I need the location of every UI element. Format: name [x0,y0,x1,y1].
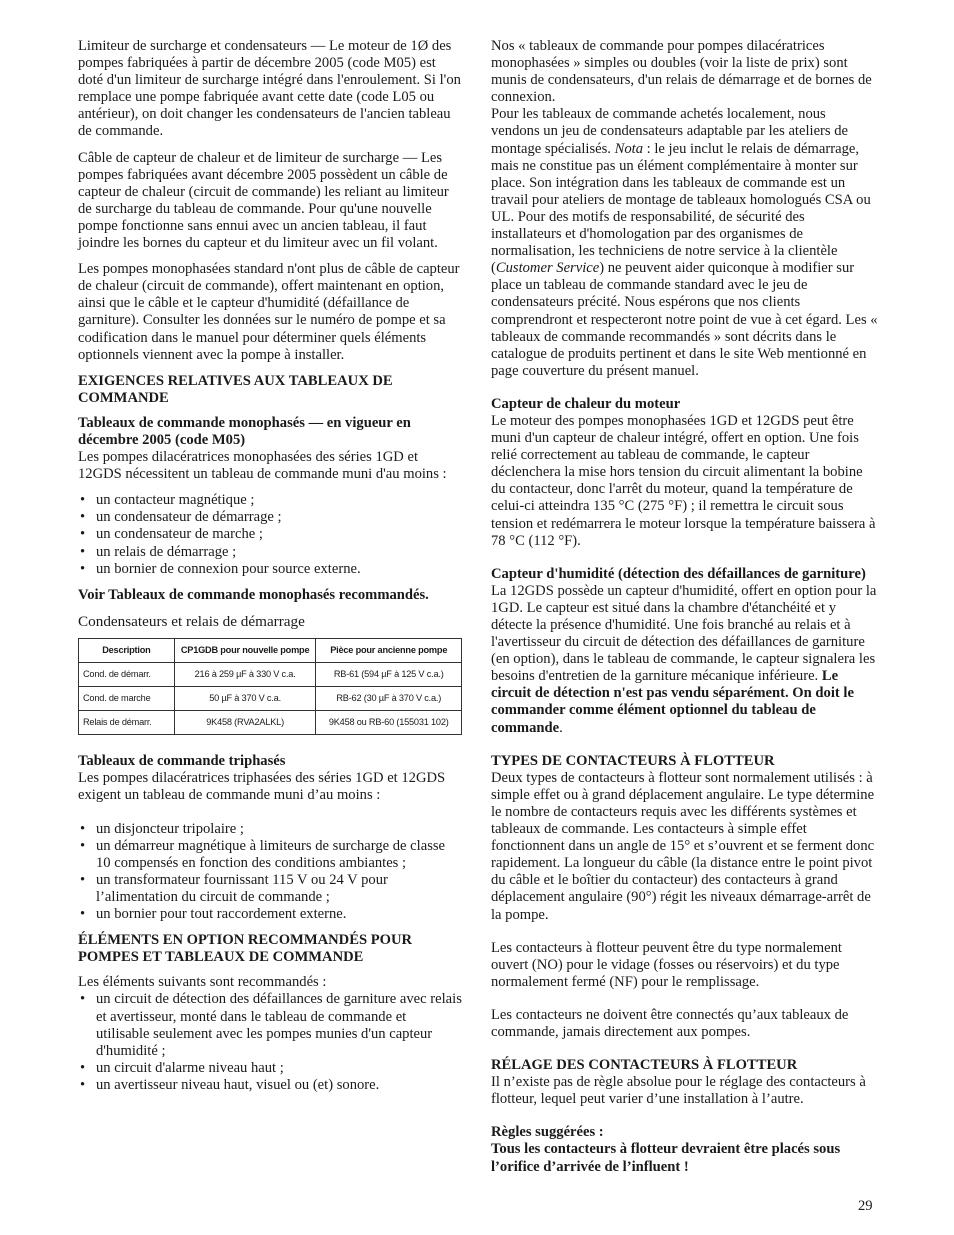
paragraph-capacitor-kit: Pour les tableaux de commande achetés localement, nous vendons un jeu de condensateurs adaptable par les ateliers de montage spécialisés. Nota : le jeu inclut le relais de démarrage, mais ne constitue pas un élément complémentaire à monter sur place. Son intégration dans les tableaux de commande est un travail pour ateliers de montage de tableaux homologués CSA ou UL. Pour des motifs de responsabilité, de sécurité des installateurs et d'homologation par des organismes de normalisation, les techniciens de notre service à la clientèle (Customer Service) ne peuvent aider quiconque à modifier sur place un tableau de commande standard avec le jeu de condensateurs précité. Nous espérons que nos clients comprendront et respecteront notre point de vue à cet égard. Les « tableaux de commande recommandés » sont décrits dans le catalogue de produits pertinent et dans le site Web mentionné en page couverture du présent manuel. [491,106,878,379]
capacitors-table [78,638,462,735]
paragraph-float-adjustment: Il n’existe pas de règle absolue pour le réglage des contacteurs à flotteur, lequel peut varier d’une installation à l’autre. [491,1074,866,1108]
paragraph-suggested-rule: Tous les contacteurs à flotteur devraient être placés sous l’orifice d’arrivée de l’influent ! [491,1141,841,1175]
paragraph-heat-sensor: Le moteur des pompes monophasées 1GD et 12GDS peut être muni d'un capteur de chaleur intégré, offert en option. Une fois relié correctement au tableau de commande, le capteur déclenchera la mise hors tension du circuit alimentant la bobine du contacteur, donc l'arrêt du moteur, quand la température de celui-ci atteindra 135 °C (275 °F) ; il remettra le circuit sous tension et redémarrera le moteur lorsque la température baissera à 78 °C (112 °F). [491,412,876,549]
list-item: • un condensateur de démarrage ; [78,509,462,526]
left-column [78,38,462,1103]
heading-single-phase-panels: Tableaux de commande monophasés — en vigueur en décembre 2005 (code M05) [78,414,411,448]
list-item: • un relais de démarrage ; [78,544,462,561]
heading-control-panel-requirements: EXIGENCES RELATIVES AUX TABLEAUX DE COMMANDE [78,372,393,406]
list-item: • un contacteur magnétique ; [78,492,462,509]
heading-capacitors-relays: Condensateurs et relais de démarrage [78,612,305,630]
paragraph-single-phase-intro: Les pompes dilacératrices monophasées des séries 1GD et 12GDS nécessitent un tableau de commande muni d'au moins : [78,449,447,483]
list-item: • un démarreur magnétique à limiteurs de surcharge de classe 10 compensés en fonction des conditions ambiantes ; [78,838,462,872]
paragraph-moisture-sensor: La 12GDS possède un capteur d'humidité, offert en option pour la 1GD. Le capteur est situé dans la chambre d'étanchéité et y détecte la présence d'humidité. Une fois branché au relais et à l'avertisseur du circuit de détection des défaillances de garniture (en option), dans le tableau de commande, le capteur signalera les besoins d'entretien de la garniture mécanique inférieure. Le circuit de détection n'est pas vendu séparément. On doit le commander comme élément optionnel du tableau de commande. [491,582,877,736]
paragraph-heat-sensor-cable: Câble de capteur de chaleur et de limiteur de surcharge — Les pompes fabriquées avant décembre 2005 possèdent un câble de capteur de chaleur (circuit de commande) les reliant au limiteur de surcharge du tableau de commande. Pour qu'une nouvelle pompe fonctionne sans ennui avec un ancien tableau, il faut joindre les bornes du capteur et du limiteur avec un fil volant. [78,149,449,252]
paragraph-recommended-intro: Les éléments suivants sont recommandés : [78,974,327,991]
heading-optional-elements: ÉLÉMENTS EN OPTION RECOMMANDÉS POUR POMPES ET TABLEAUX DE COMMANDE [78,932,413,966]
heading-float-switch-types: TYPES DE CONTACTEURS À FLOTTEUR [491,752,775,769]
list-optional-elements [78,991,462,1094]
paragraph-float-types: Deux types de contacteurs à flotteur sont normalement utilisés : à simple effet ou à grand déplacement angulaire. Le type détermine le nombre de contacteurs requis avec les différents systèmes et tableaux de commande. Les contacteurs à simple effet fonctionnent dans un angle de 15° et s’ouvrent et se ferment donc rapidement. La longueur du câble (la distance entre le point pivot du câble et le boîtier du contacteur) des contacteurs à grand déplacement angulaire (90°) régit les niveaux démarrage-arrêt de la pompe. [491,769,875,923]
table-cell: 9K458 ou RB-60 (155031 102) [316,711,462,735]
paragraph-overload: Limiteur de surcharge et condensateurs — Le moteur de 1Ø des pompes fabriquées à partir de décembre 2005 (code M05) est doté d'un limiteur de surcharge intégré dans l'enroulement. Si l'on remplace une pompe fabriquée avant cette date (code L05 ou antérieur), on doit changer les condensateurs de l'ancien tableau de commande. [78,38,461,140]
list-single-phase-requirements [78,492,462,577]
paragraph-float-connect: Les contacteurs ne doivent être connectés qu’aux tableaux de commande, jamais directement aux pompes. [491,1006,849,1040]
list-item: • un circuit de détection des défaillances de garniture avec relais et avertisseur, monté dans le tableau de commande et utilisable seulement avec les pompes munies d'un capteur d'humidité ; [78,991,462,1059]
paragraph-three-phase-intro: Les pompes dilacératrices triphasées des séries 1GD et 12GDS exigent un tableau de commande muni d’au moins : [78,770,446,804]
heading-three-phase-panels: Tableaux de commande triphasés [78,753,286,770]
list-item: • un disjoncteur tripolaire ; [78,821,462,838]
heading-float-adjustment: RÉLAGE DES CONTACTEURS À FLOTTEUR [491,1057,798,1074]
page-number: 29 [858,1198,873,1214]
table-row [79,711,462,735]
table-header: Pièce pour ancienne pompe [316,638,462,662]
table-cell: RB-62 (30 µF à 370 V c.a.) [316,687,462,711]
list-three-phase-requirements [78,821,462,924]
table-row [79,687,462,711]
table-cell: 50 µF à 370 V c.a. [174,687,316,711]
table-row [79,663,462,687]
table-cell: 9K458 (RVA2ALKL) [174,711,316,735]
table-header: CP1GDB pour nouvelle pompe [174,638,316,662]
paragraph-standard-pumps: Les pompes monophasées standard n'ont plus de câble de capteur de chaleur (circuit de commande), offert maintenant en option, ainsi que le câble et le capteur d'humidité (défaillance de garniture). Consulter les données sur le numéro de pompe et sa codification dans le manuel pour déterminer quels éléments optionnels viennent avec la pompe à installer. [78,261,460,363]
heading-suggested-rules: Règles suggérées : [491,1124,604,1141]
list-item: • un circuit d'alarme niveau haut ; [78,1060,462,1077]
table-cell: RB-61 (594 µF à 125 V c.a.) [316,663,462,687]
right-column [491,38,878,1185]
list-item: • un avertisseur niveau haut, visuel ou (et) sonore. [78,1077,462,1094]
table-header-row [79,638,462,662]
heading-motor-heat-sensor: Capteur de chaleur du moteur [491,395,681,412]
heading-moisture-sensor: Capteur d'humidité (détection des défaillances de garniture) [491,565,866,582]
table-header: Description [79,638,175,662]
paragraph-float-no-nf: Les contacteurs à flotteur peuvent être du type normalement ouvert (NO) pour le vidage (fosses ou réservoirs) et du type normalement fermé (NF) pour le remplissage. [491,939,842,990]
table-cell: Cond. de démarr. [79,663,175,687]
list-item: • un condensateur de marche ; [78,526,462,543]
paragraph-our-panels: Nos « tableaux de commande pour pompes dilacératrices monophasées » simples ou doubles (voir la liste de prix) sont munis de condensateurs, d'un relais de démarrage et de bornes de connexion. [491,38,872,106]
table-cell: Relais de démarr. [79,711,175,735]
list-item: • un bornier pour tout raccordement externe. [78,906,462,923]
table-cell: 216 à 259 µF à 330 V c.a. [174,663,316,687]
list-item: • un bornier de connexion pour source externe. [78,561,462,578]
list-item: • un transformateur fournissant 115 V ou 24 V pour l’alimentation du circuit de commande ; [78,872,462,906]
table-cell: Cond. de marche [79,687,175,711]
paragraph-see-recommended: Voir Tableaux de commande monophasés recommandés. [78,586,429,603]
